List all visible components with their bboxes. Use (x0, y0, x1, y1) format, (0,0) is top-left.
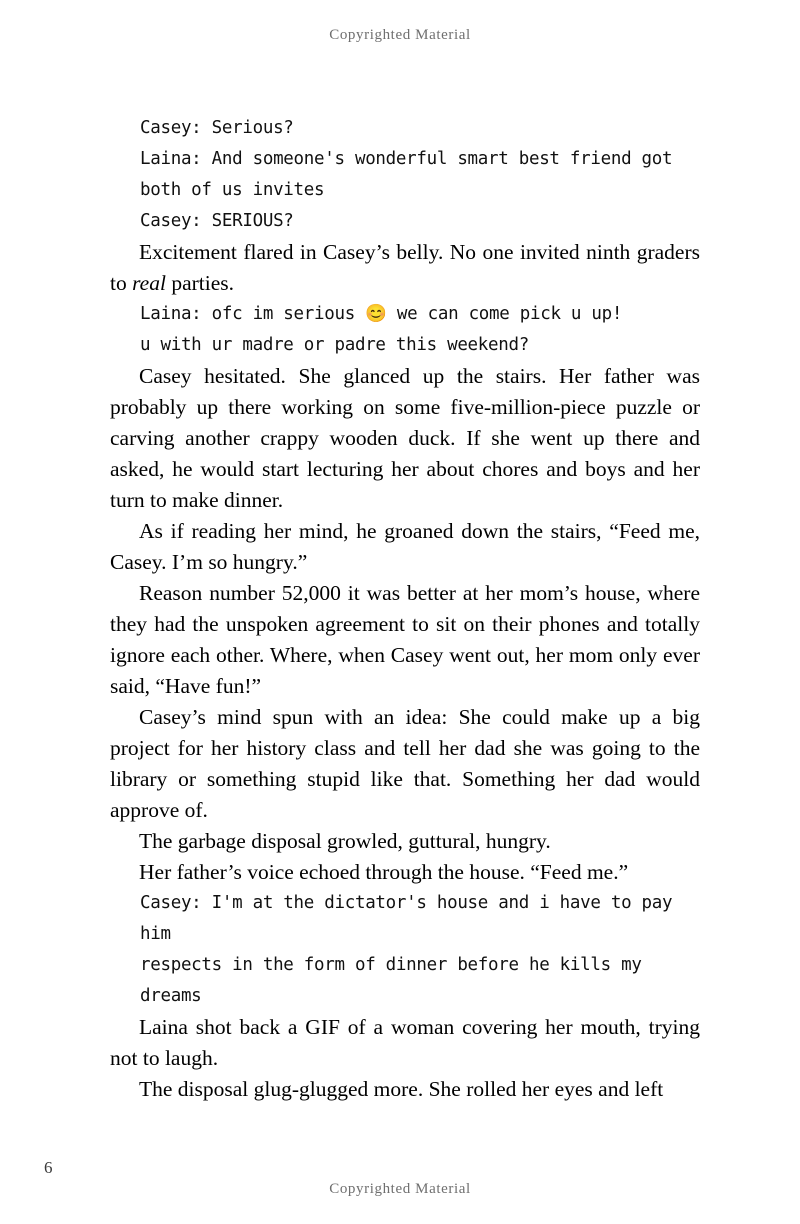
chat-line: Casey: SERIOUS? (140, 211, 294, 231)
chat-line: u with ur madre or padre this weekend? (140, 335, 529, 355)
page-number: 6 (44, 1158, 53, 1177)
page-body (110, 113, 700, 1105)
chat-line: Laina: ofc im serious 😊 we can come pick u up! (140, 304, 623, 324)
copyright-watermark-bottom: Copyrighted Material (329, 1181, 471, 1197)
paragraph: Laina shot back a GIF of a woman covering her mouth, trying not to laugh. (110, 1015, 700, 1070)
chat-thread-3 (110, 888, 700, 1012)
paragraph: The garbage disposal growled, guttural, hungry. (139, 829, 551, 853)
chat-thread-2 (110, 299, 700, 361)
copyright-watermark-top: Copyrighted Material (329, 27, 471, 43)
chat-line: Casey: I'm at the dictator's house and i have to pay him (140, 893, 673, 944)
paragraph: As if reading her mind, he groaned down the stairs, “Feed me, Casey. I’m so hungry.” (110, 519, 700, 574)
paragraph: Excitement flared in Casey’s belly. No one invited ninth graders to real parties. (110, 240, 700, 295)
paragraph: The disposal glug-glugged more. She rolled her eyes and left (139, 1077, 664, 1101)
chat-line: Casey: Serious? (140, 118, 294, 138)
paragraph: Casey hesitated. She glanced up the stairs. Her father was probably up there working on some five-million-piece puzzle or carving another crappy wooden duck. If she went up there and asked, he would start lecturing her about chores and boys and her turn to make dinner. (110, 364, 700, 512)
chat-line: both of us invites (140, 180, 325, 200)
chat-thread-1 (110, 113, 700, 237)
chat-line: respects in the form of dinner before he kills my dreams (140, 955, 642, 1006)
italic-emphasis: real (132, 271, 166, 295)
chat-line: Laina: And someone's wonderful smart best friend got (140, 149, 673, 169)
paragraph: Reason number 52,000 it was better at her mom’s house, where they had the unspoken agreement to sit on their phones and totally ignore each other. Where, when Casey went out, her mom only ever said, “Have fun!” (110, 581, 700, 698)
paragraph: Her father’s voice echoed through the house. “Feed me.” (139, 860, 629, 884)
paragraph: Casey’s mind spun with an idea: She could make up a big project for her history class and tell her dad she was going to the library or something stupid like that. Something her dad would approve of. (110, 705, 700, 822)
